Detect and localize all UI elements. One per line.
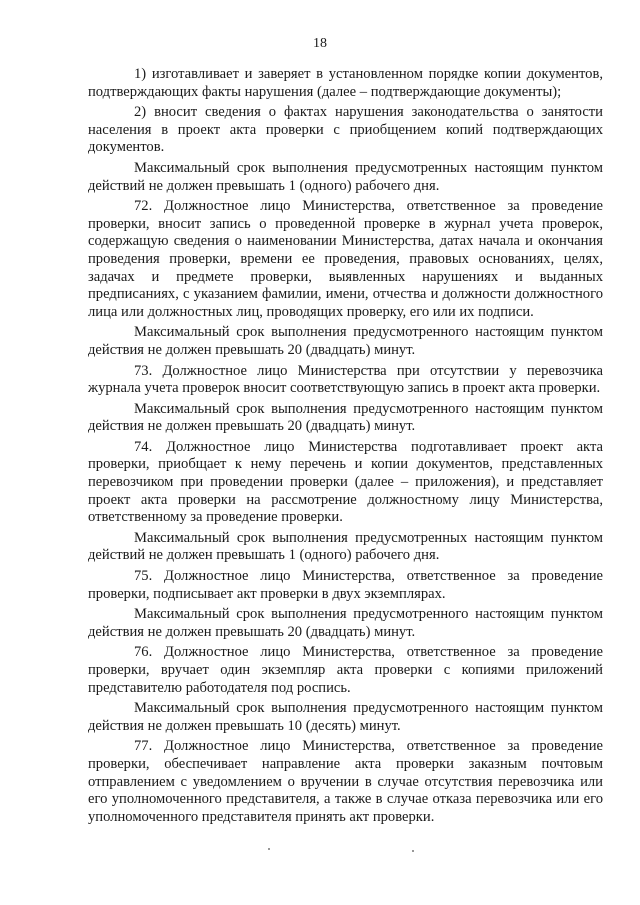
paragraph-deadline-76: Максимальный срок выполнения предусмотренного настоящим пунктом действия не должен превышать 10 (десять) минут. <box>88 700 603 734</box>
paragraph-deadline-1: Максимальный срок выполнения предусмотренных настоящим пунктом действий не должен превышать 1 (одного) рабочего дня. <box>88 159 603 194</box>
paragraph-deadline-72: Максимальный срок выполнения предусмотренного настоящим пунктом действия не должен превышать 20 (двадцать) минут. <box>88 324 603 358</box>
scan-speck <box>268 848 270 850</box>
paragraph-deadline-75: Максимальный срок выполнения предусмотренного настоящим пунктом действия не должен превышать 20 (двадцать) минут. <box>88 606 603 640</box>
scan-specks <box>0 838 640 858</box>
paragraph-item-1: 1) изготавливает и заверяет в установленном порядке копии документов, подтверждающих факты нарушения (далее – подтверждающие документы); <box>88 66 603 100</box>
paragraph-77: 77. Должностное лицо Министерства, ответственное за проведение проверки, обеспечивает направление акта проверки заказным почтовым отправлением с уведомлением о вручении в случае отсутствия перевозчика или его уполномоченного представителя, а также в случае отказа перевозчика или его уполномоченного представителя принять акт проверки. <box>88 738 603 825</box>
paragraph-76: 76. Должностное лицо Министерства, ответственное за проведение проверки, вручает один экземпляр акта проверки с копиями приложений представителю работодателя под роспись. <box>88 644 603 696</box>
paragraph-74: 74. Должностное лицо Министерства подготавливает проект акта проверки, приобщает к нему перечень и копии документов, представленных перевозчиком при проведении проверки (далее – приложения), и представляет проект акта проверки на рассмотрение должностному лицу Министерства, ответственному за проведение проверки. <box>88 438 603 526</box>
paragraph-deadline-74: Максимальный срок выполнения предусмотренных настоящим пунктом действий не должен превышать 1 (одного) рабочего дня. <box>88 529 603 564</box>
document-body <box>88 66 603 826</box>
page-number: 18 <box>313 36 327 51</box>
paragraph-deadline-73: Максимальный срок выполнения предусмотренного настоящим пунктом действия не должен превышать 20 (двадцать) минут. <box>88 400 603 435</box>
paragraph-75: 75. Должностное лицо Министерства, ответственное за проведение проверки, подписывает акт проверки в двух экземплярах. <box>88 568 603 602</box>
paragraph-73: 73. Должностное лицо Министерства при отсутствии у перевозчика журнала учета проверок вносит соответствующую запись в проект акта проверки. <box>88 362 603 397</box>
paragraph-item-2: 2) вносит сведения о фактах нарушения законодательства о занятости населения в проект акта проверки с приобщением копий подтверждающих документов. <box>88 104 603 156</box>
paragraph-72: 72. Должностное лицо Министерства, ответственное за проведение проверки, вносит запись о проведенной проверке в журнал учета проверок, содержащую сведения о наименовании Министерства, датах начала и окончания проведения проверки, времени ее проведения, правовых основаниях, целях, задачах и предмете проверки, выявленных нарушениях и выданных предписаниях, с указанием фамилии, имени, отчества и должности должностного лица или должностных лиц, проводящих проверку, его или их подписи. <box>88 198 603 320</box>
scan-speck <box>412 850 414 852</box>
